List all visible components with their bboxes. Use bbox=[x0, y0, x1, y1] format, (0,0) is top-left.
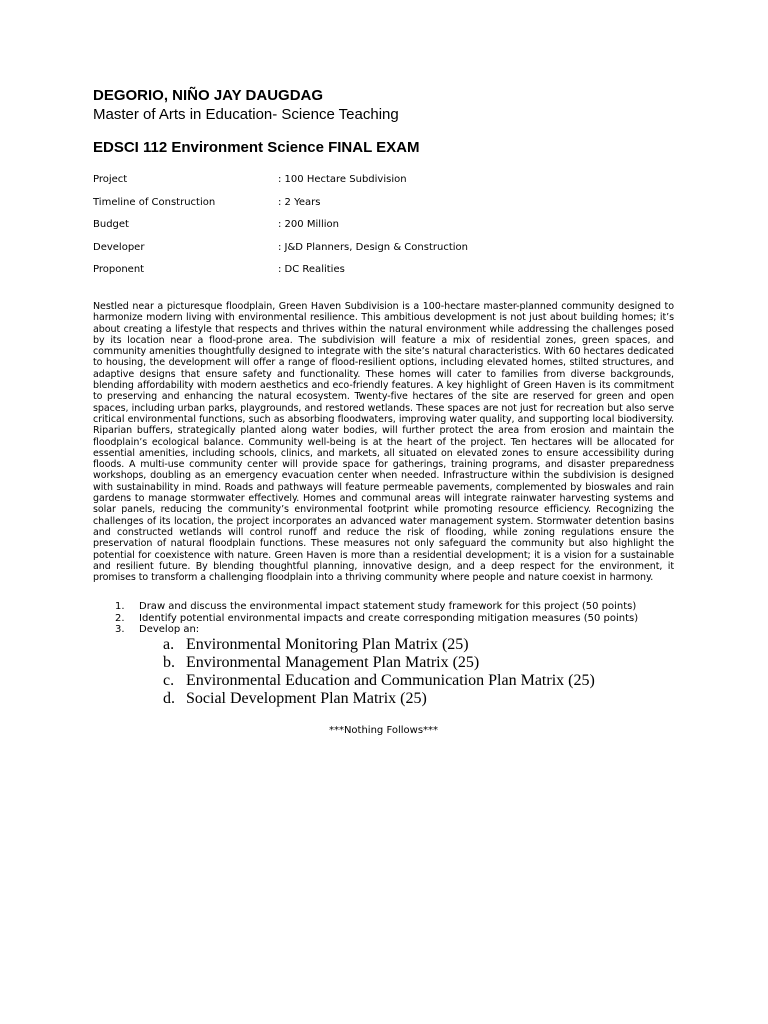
document-page bbox=[93, 86, 674, 737]
info-row-proponent bbox=[93, 264, 674, 287]
question-text: Draw and discuss the environmental impact statement study framework for this project (50 points) bbox=[139, 601, 637, 613]
question-number: 3. bbox=[115, 624, 125, 636]
matrix-sub-list bbox=[93, 636, 674, 708]
sub-item-letter: d. bbox=[163, 689, 175, 707]
info-value: : 200 Million bbox=[278, 219, 340, 231]
question-number: 2. bbox=[115, 612, 125, 624]
info-label: Proponent bbox=[93, 264, 145, 276]
student-name: DEGORIO, NIÑO JAY DAUGDAG bbox=[93, 87, 324, 104]
nothing-follows-footer: ***Nothing Follows*** bbox=[328, 724, 439, 736]
exam-questions bbox=[93, 601, 674, 636]
info-label: Project bbox=[93, 174, 128, 185]
sub-item-text: Environmental Monitoring Plan Matrix (25) bbox=[186, 635, 469, 653]
question-item bbox=[93, 613, 674, 625]
question-text: Identify potential environmental impacts and create corresponding mitigation measures (50 points) bbox=[139, 612, 639, 624]
info-value: : DC Realities bbox=[278, 264, 345, 276]
sub-item-letter: a. bbox=[163, 635, 175, 653]
sub-item-letter: b. bbox=[163, 653, 175, 671]
sub-item-letter: c. bbox=[163, 671, 175, 689]
project-info-table bbox=[93, 174, 674, 287]
question-item bbox=[93, 624, 674, 636]
info-value: : J&D Planners, Design & Construction bbox=[278, 241, 468, 253]
sub-item bbox=[93, 636, 674, 654]
exam-title: EDSCI 112 Environment Science FINAL EXAM bbox=[93, 139, 420, 156]
question-item bbox=[93, 601, 674, 613]
info-label: Timeline of Construction bbox=[93, 196, 216, 208]
info-value: : 100 Hectare Subdivision bbox=[278, 174, 407, 185]
sub-item-text: Social Development Plan Matrix (25) bbox=[186, 689, 427, 707]
info-row-timeline bbox=[93, 197, 674, 220]
sub-item-text: Environmental Management Plan Matrix (25) bbox=[186, 653, 480, 671]
project-narrative: Nestled near a picturesque floodplain, Green Haven Subdivision is a 100-hectare master-planned community designed to harmonize modern living with environmental resilience. This ambitious development is not just about building homes; it’s about creating a lifestyle that respects and thrives within the natural environment while addressing the challenges posed by its location near a flood-prone area. The subdivision will feature a mix of residential zones, green spaces, and community amenities thoughtfully designed to integrate with the site’s natural characteristics. With 60 hectares dedicated to housing, the development will offer a range of flood-resilient options, including elevated homes, stilted structures, and adaptive designs that ensure safety and functionality. These homes will cater to families from diverse backgrounds, blending affordability with modern aesthetics and eco-friendly features. A key highlight of Green Haven is its commitment to preserving and enhancing the natural ecosystem. Twenty-five hectares of the site are reserved for green and open spaces, including urban parks, playgrounds, and restored wetlands. These spaces are not just for recreation but also serve critical environmental functions, such as absorbing floodwaters, improving water quality, and supporting local biodiversity. Riparian buffers, strategically planted along water bodies, will further protect the area from erosion and maintain the floodplain’s ecological balance. Community well-being is at the heart of the project. Ten hectares will be allocated for essential amenities, including schools, clinics, and markets, all situated on elevated zones to ensure accessibility during floods. A multi-use community center will provide space for gatherings, training programs, and disaster preparedness workshops, doubling as an emergency evacuation center when needed. Infrastructure within the subdivision is designed with sustainability in mind. Roads and pathways will feature permeable pavements, complemented by bioswales and rain gardens to manage stormwater effectively. Homes and communal areas will integrate rainwater harvesting systems and solar panels, reducing the community’s environmental footprint while promoting resource efficiency. Recognizing the challenges of its location, the project incorporates an advanced water management system. Stormwater detention basins and constructed wetlands will control runoff and reduce the risk of flooding, while zoning regulations ensure the preservation of natural floodplain functions. These measures not only safeguard the community but also highlight the potential for coexistence with nature. Green Haven is more than a residential development; it is a vision for a sustainable and resilient future. By blending thoughtful planning, innovative design, and a deep respect for the environment, it promises to transform a challenging floodplain into a thriving community where people and nature coexist in harmony. bbox=[93, 300, 674, 584]
info-value: : 2 Years bbox=[278, 196, 321, 208]
sub-item bbox=[93, 672, 674, 690]
info-row-developer bbox=[93, 242, 674, 265]
info-row-budget bbox=[93, 219, 674, 242]
sub-item-text: Environmental Education and Communication Plan Matrix (25) bbox=[186, 671, 595, 689]
info-row-project bbox=[93, 174, 674, 197]
sub-item bbox=[93, 654, 674, 672]
question-number: 1. bbox=[115, 601, 125, 613]
question-text: Develop an: bbox=[139, 624, 200, 636]
info-label: Budget bbox=[93, 219, 129, 231]
degree-program: Master of Arts in Education- Science Teaching bbox=[93, 106, 399, 123]
sub-item bbox=[93, 690, 674, 708]
info-label: Developer bbox=[93, 241, 145, 253]
